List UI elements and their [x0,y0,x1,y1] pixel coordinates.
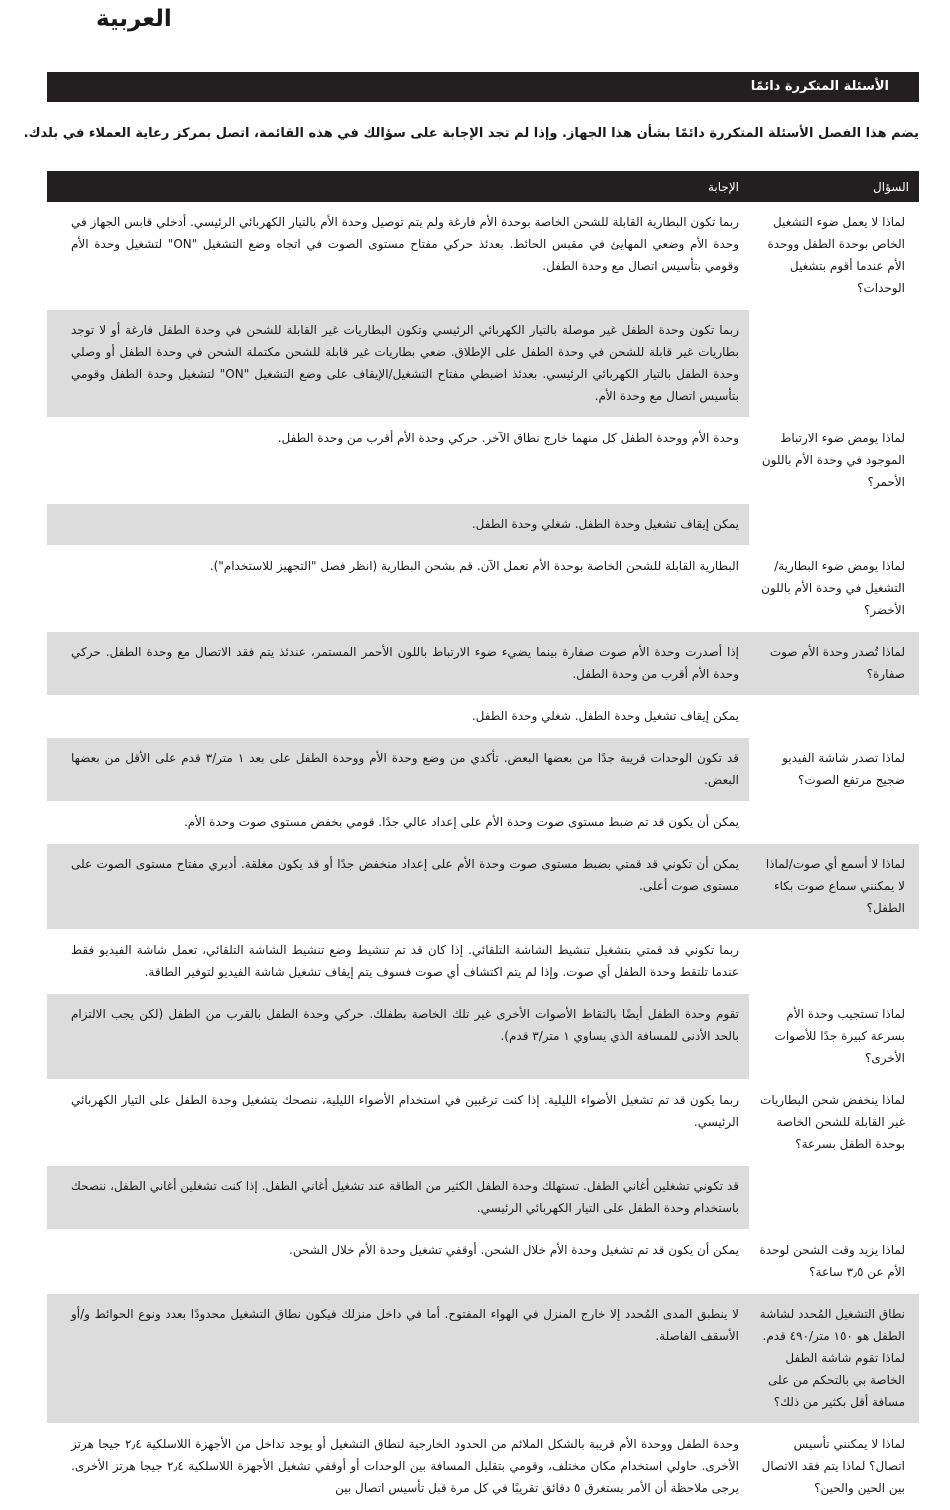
faq-question: لماذا يزيد وقت الشحن لوحدة الأم عن ٣٫٥ ساعة؟ [749,1230,919,1294]
faq-answer: قد تكوني تشغلين أغاني الطفل. تستهلك وحدة الطفل الكثير من الطاقة عند تشغيل أغاني الطفل. إذا كنت تشغلين أغاني الطفل، ننصحك باستخدام وحدة الطفل على التيار الكهربائي الرئيسي. [47,1166,749,1230]
faq-answer: ربما تكون البطارية القابلة للشحن الخاصة بوحدة الأم فارغة ولم يتم توصيل وحدة الأم بالتيار الكهربائي الرئيسي. أدخلي قابس الجهاز في وحدة الأم وضعي المهايئ في مقبس الحائط. بعدئذ حركي مفتاح مستوى الصوت في اتجاه وضع التشغيل "ON" لتشغيل وحدة الأم وقومي بتأسيس اتصال مع وحدة الطفل. [47,202,749,310]
faq-row [47,310,919,418]
faq-answer: ربما تكوني قد قمتي بتشغيل تنشيط الشاشة التلقائي. إذا كان قد تم تنشيط وضع تنشيط الشاشة التلقائي، تعمل شاشة الفيديو فقط عندما تلتقط وحدة الطفل أي صوت. وإذا لم يتم اكتشاف أي صوت فسوف يتم إيقاف تشغيل شاشة الفيديو لتوفير الطاقة. [47,930,749,994]
faq-answer: يمكن إيقاف تشغيل وحدة الطفل. شغلي وحدة الطفل. [47,504,749,546]
faq-body [47,202,919,1510]
faq-question [749,802,919,844]
faq-answer: إذا أصدرت وحدة الأم صوت صفارة بينما يضيء ضوء الارتباط باللون الأحمر المستمر، عندئذ يتم فقد الاتصال مع وحدة الطفل. حركي وحدة الأم أقرب من وحدة الطفل. [47,632,749,696]
question-column-header: السؤال [749,171,919,202]
faq-question: لماذا تستجيب وحدة الأم بسرعة كبيرة جدًا للأصوات الأخرى؟ [749,994,919,1080]
faq-question [749,504,919,546]
faq-answer: يمكن إيقاف تشغيل وحدة الطفل. شغلي وحدة الطفل. [47,696,749,738]
faq-question: نطاق التشغيل المُحدد لشاشة الطفل هو ١٥٠ متر/٤٩٠ قدم. لماذا تقوم شاشة الطفل الخاصة بي بالتحكم من على مسافة أقل بكثير من ذلك؟ [749,1294,919,1424]
faq-question: لماذا لا يعمل ضوء التشغيل الخاص بوحدة الطفل ووحدة الأم عندما أقوم بتشغيل الوحدات؟ [749,202,919,310]
faq-row [47,632,919,696]
faq-row [47,418,919,504]
faq-row [47,994,919,1080]
faq-answer: وحدة الطفل ووحدة الأم قريبة بالشكل الملائم من الحدود الخارجية لنطاق التشغيل أو يوجد تداخل من الأجهزة اللاسلكية ٢٫٤ جيجا هرتز الأخرى. حاولي استخدام مكان مختلف، وقومي بتقليل المسافة بين الوحدات أو أوقفي تشغيل الأجهزة اللاسلكية ٢٫٤ جيجا هرتز الأخرى. يرجى ملاحظة أن الأمر يستغرق ٥ دقائق تقريبًا في كل مرة قبل تأسيس اتصال بين [47,1424,749,1510]
faq-question: لماذا لا يمكنني تأسيس اتصال؟ لماذا يتم فقد الاتصال بين الحين والحين؟ [749,1424,919,1510]
faq-answer: يمكن أن يكون قد تم ضبط مستوى صوت وحدة الأم على إعداد عالي جدًا. قومي بخفض مستوى صوت وحدة الأم. [47,802,749,844]
answer-column-header: الإجابة [47,171,749,202]
faq-answer: البطارية القابلة للشحن الخاصة بوحدة الأم تعمل الآن. قم بشحن البطارية (انظر فصل "التجهيز للاستخدام"). [47,546,749,632]
intro-paragraph: يضم هذا الفصل الأسئلة المتكررة دائمًا بشأن هذا الجهاز. وإذا لم تجد الإجابة على سؤالك في هذه القائمة، اتصل بمركز رعاية العملاء في بلدك. [23,126,919,141]
faq-row [47,1166,919,1230]
faq-answer: لا ينطبق المدى المُحدد إلا خارج المنزل في الهواء المفتوح. أما في داخل منزلك فيكون نطاق التشغيل محدودًا بعدد ونوع الحوائط و/أو الأسقف الفاصلة. [47,1294,749,1424]
faq-row [47,738,919,802]
faq-table [47,171,919,1510]
faq-question: لماذا ينخفض شحن البطاريات غير القابلة للشحن الخاصة بوحدة الطفل بسرعة؟ [749,1080,919,1166]
faq-question: لماذا تُصدر وحدة الأم صوت صفارة؟ [749,632,919,696]
faq-answer: يمكن أن يكون قد تم تشغيل وحدة الأم خلال الشحن. أوقفي تشغيل وحدة الأم خلال الشحن. [47,1230,749,1294]
faq-question: لماذا تصدر شاشة الفيديو ضجيج مرتفع الصوت؟ [749,738,919,802]
faq-answer: ربما يكون قد تم تشغيل الأضواء الليلية. إذا كنت ترغبين في استخدام الأضواء الليلية، ننصحك بتشغيل وحدة الطفل على التيار الكهربائي الرئيسي. [47,1080,749,1166]
faq-question: لماذا لا أسمع أي صوت/لماذا لا يمكنني سماع صوت بكاء الطفل؟ [749,844,919,930]
faq-row [47,504,919,546]
faq-header-row [47,171,919,202]
faq-row [47,1424,919,1510]
faq-row [47,1230,919,1294]
faq-row [47,202,919,310]
faq-answer: قد تكون الوحدات قريبة جدًا من بعضها البعض. تأكدي من وضع وحدة الأم ووحدة الطفل على بعد ١ متر/٣ قدم على الأقل من بعضها البعض. [47,738,749,802]
faq-answer: وحدة الأم ووحدة الطفل كل منهما خارج نطاق الآخر. حركي وحدة الأم أقرب من وحدة الطفل. [47,418,749,504]
faq-row [47,696,919,738]
language-title: العربية [96,6,172,32]
faq-row [47,802,919,844]
faq-row [47,1294,919,1424]
faq-row [47,546,919,632]
faq-answer: تقوم وحدة الطفل أيضًا بالتقاط الأصوات الأخرى غير تلك الخاصة بطفلك. حركي وحدة الطفل بالقرب من الطفل (لكن يجب الالتزام بالحد الأدنى للمسافة الذي يساوي ١ متر/٣ قدم). [47,994,749,1080]
faq-answer: يمكن أن تكوني قد قمتي بضبط مستوى صوت وحدة الأم على إعداد منخفض جدًا أو قد يكون مغلقة. أديري مفتاح مستوى الصوت على مستوى صوت أعلى. [47,844,749,930]
faq-question: لماذا يومض ضوء الارتباط الموجود في وحدة الأم باللون الأحمر؟ [749,418,919,504]
faq-answer: ربما تكون وحدة الطفل غير موصلة بالتيار الكهربائي الرئيسي وتكون البطاريات غير القابلة للشحن في وحدة الطفل فارغة أو لا توجد بطاريات غير قابلة للشحن في وحدة الطفل على الإطلاق. ضعي بطاريات غير قابلة للشحن مكتملة الشحن في وحدة الطفل أو وصلي وحدة الطفل بالتيار الكهربائي الرئيسي. بعدئذ اضبطي مفتاح التشغيل/الإيقاف على وضع التشغيل "ON" لتشغيل وحدة الطفل وقومي بتأسيس اتصال مع وحدة الأم. [47,310,749,418]
faq-row [47,844,919,930]
section-title-bar: الأسئلة المتكررة دائمًا [47,72,919,102]
faq-question [749,930,919,994]
faq-question: لماذا يومض ضوء البطارية/التشغيل في وحدة الأم باللون الأخضر؟ [749,546,919,632]
faq-question [749,696,919,738]
faq-question [749,1166,919,1230]
faq-question [749,310,919,418]
faq-row [47,1080,919,1166]
faq-row [47,930,919,994]
